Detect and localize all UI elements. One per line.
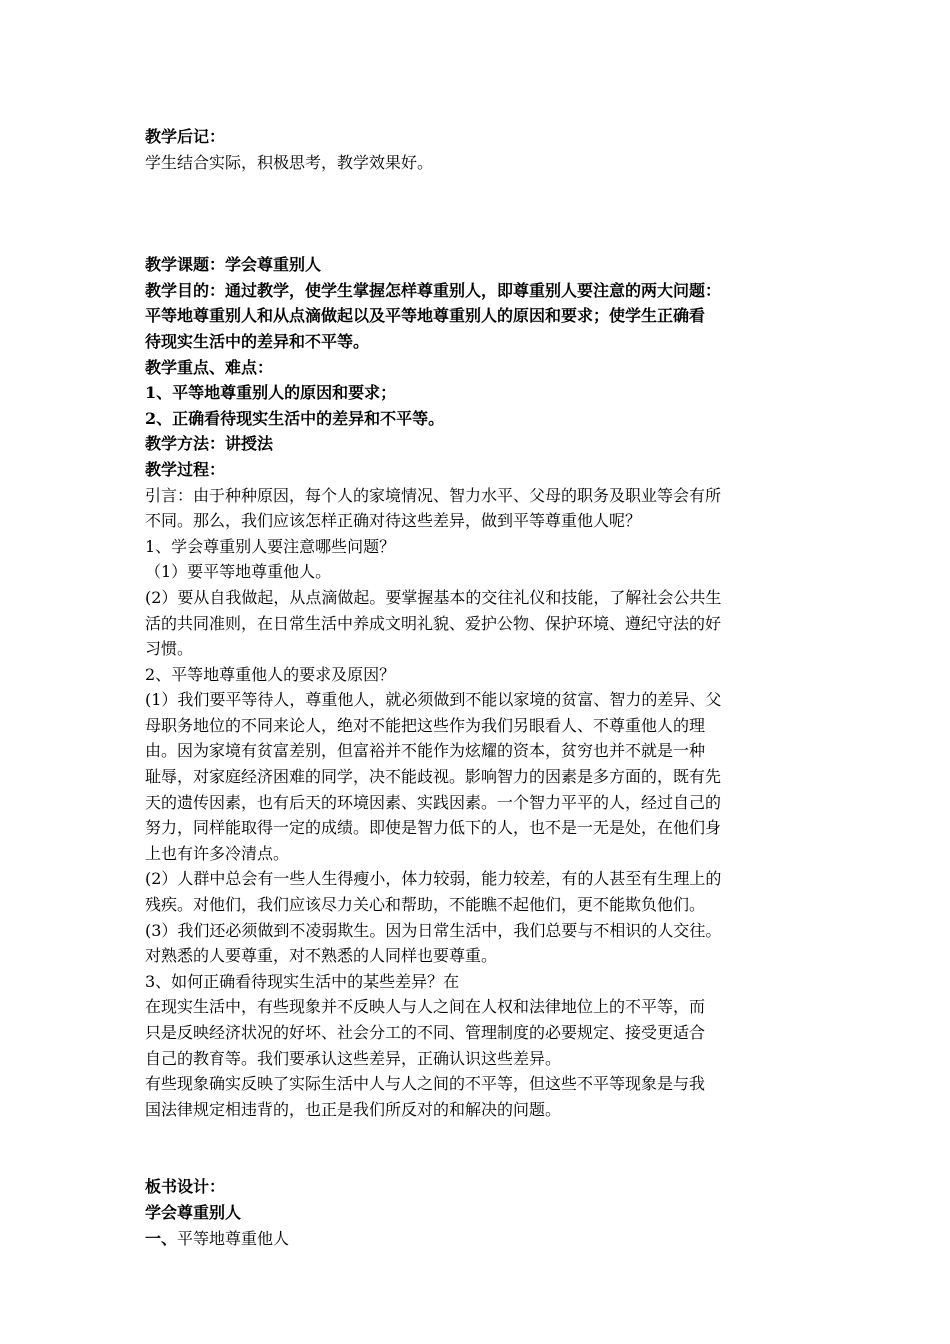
process-line: 在现实生活中，有些现象并不反映人与人之间在人权和法律地位上的不平等，而 <box>145 997 706 1017</box>
document-body <box>145 124 810 1251</box>
spacer <box>145 175 810 252</box>
process-line: 上也有许多冷清点。 <box>145 843 290 863</box>
key-point-item: 1、平等地尊重别人的原因和要求； <box>145 383 397 403</box>
process-line: 活的共同准则，在日常生活中养成文明礼貌、爱护公物、保护环境、遵纪守法的好 <box>145 613 722 633</box>
process-line: 由。因为家境有贫富差别，但富裕并不能作为炫耀的资本，贫穷也并不就是一种 <box>145 741 706 761</box>
process-line: 自己的教育等。我们要承认这些差异，正确认识这些差异。 <box>145 1048 562 1068</box>
process-line: 对熟悉的人要尊重，对不熟悉的人同样也要尊重。 <box>145 946 498 966</box>
board-design-title: 学会尊重别人 <box>145 1202 242 1222</box>
board-design-item <box>145 1226 810 1252</box>
process-line: (1）我们要平等待人，尊重他人，就必须做到不能以家境的贫富、智力的差异、父 <box>145 690 722 710</box>
postscript-text: 学生结合实际，积极思考，教学效果好。 <box>145 152 434 172</box>
process-line: (2）要从自我做起，从点滴做起。要掌握基本的交往礼仪和技能，了解社会公共生 <box>145 587 722 607</box>
process-line: 2、平等地尊重他人的要求及原因？ <box>145 664 396 684</box>
process-line: 习惯。 <box>145 639 194 659</box>
process-line: （1）要平等地尊重他人。 <box>145 562 332 582</box>
process-line: 天的遗传因素，也有后天的环境因素、实践因素。一个智力平平的人，经过自己的 <box>145 792 722 812</box>
process-line: 国法律规定相违背的，也正是我们所反对的和解决的问题。 <box>145 1099 562 1119</box>
process-line: 耻辱，对家庭经济困难的同学，决不能歧视。影响智力的因素是多方面的，既有先 <box>145 767 722 787</box>
process-line: (2）人群中总会有一些人生得瘦小，体力较弱，能力较差，有的人甚至有生理上的 <box>145 869 722 889</box>
purpose-line: 平等地尊重别人和从点滴做起以及平等地尊重别人的原因和要求；使学生正确看 <box>145 306 706 326</box>
process-line: 努力，同样能取得一定的成绩。即使是智力低下的人，也不是一无是处，在他们身 <box>145 818 722 838</box>
process-line: 1、学会尊重别人要注意哪些问题？ <box>145 536 396 556</box>
purpose-line: 待现实生活中的差异和不平等。 <box>145 331 370 351</box>
board-design-heading: 板书设计： <box>145 1177 226 1197</box>
process-heading: 教学过程： <box>145 459 226 479</box>
process-line: 有些现象确实反映了实际生活中人与人之间的不平等，但这些不平等现象是与我 <box>145 1074 706 1094</box>
key-point-item: 2、正确看待现实生活中的差异和不平等。 <box>145 408 445 428</box>
process-line: 残疾。对他们，我们应该尽力关心和帮助，不能瞧不起他们，更不能欺负他们。 <box>145 895 706 915</box>
teaching-method: 教学方法：讲授法 <box>145 434 274 454</box>
board-item-number: 一、 <box>145 1228 178 1248</box>
process-line: 3、如何正确看待现实生活中的某些差异？在 <box>145 971 460 991</box>
spacer <box>145 1122 810 1174</box>
lesson-title: 教学课题：学会尊重别人 <box>145 255 322 275</box>
purpose-line: 教学目的：通过教学，使学生掌握怎样尊重别人，即尊重别人要注意的两大问题： <box>145 280 722 300</box>
process-line: 不同。那么，我们应该怎样正确对待这些差异，做到平等尊重他人呢？ <box>145 511 642 531</box>
postscript-heading: 教学后记： <box>145 127 226 146</box>
process-line: (3）我们还必须做到不凌弱欺生。因为日常生活中，我们总要与不相识的人交往。 <box>145 920 722 940</box>
board-item-text: 平等地尊重他人 <box>177 1228 290 1248</box>
process-line: 母职务地位的不同来论人，绝对不能把这些作为我们另眼看人、不尊重他人的理 <box>145 715 706 735</box>
process-line: 只是反映经济状况的好坏、社会分工的不同、管理制度的必要规定、接受更适合 <box>145 1023 706 1042</box>
key-points-heading: 教学重点、难点： <box>145 357 274 377</box>
process-line: 引言：由于种种原因，每个人的家境情况、智力水平、父母的职务及职业等会有所 <box>145 485 722 505</box>
